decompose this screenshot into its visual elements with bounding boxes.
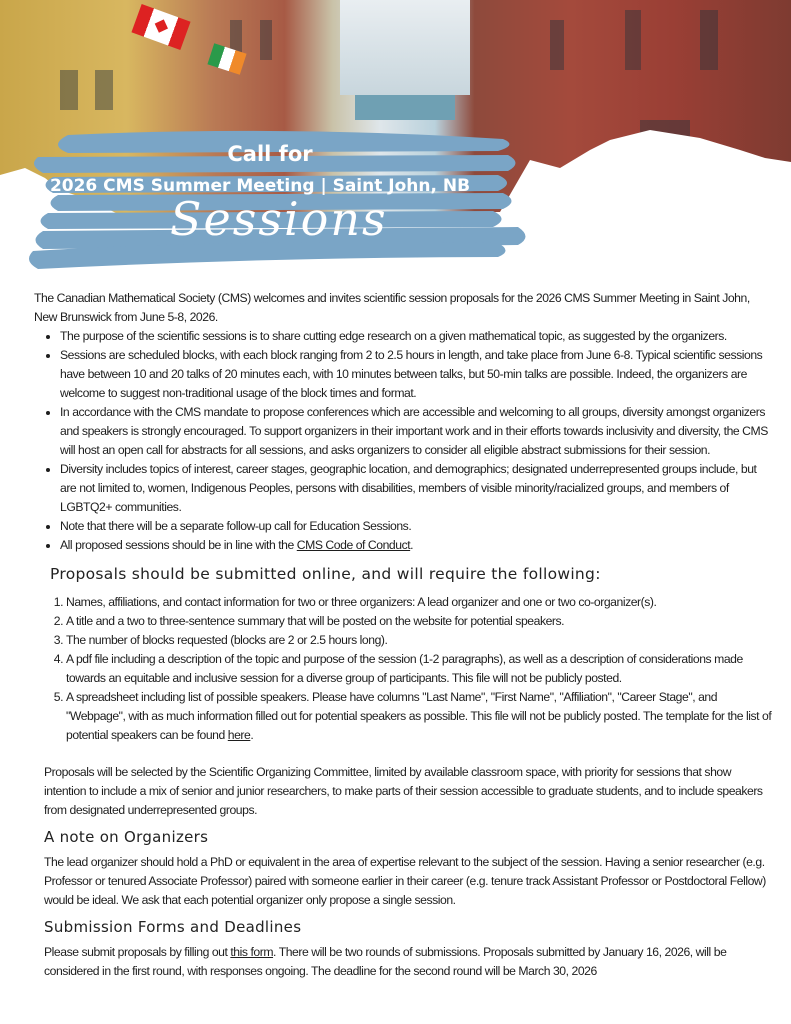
submission-text: Please submit proposals by filling out [44, 945, 231, 959]
proposals-heading: Proposals should be submitted online, and will require the following: [50, 565, 601, 583]
list-item: • In accordance with the CMS mandate to propose conferences which are accessible and welcoming to all groups, diversity amongst organizers and speakers is strongly encouraged. To support organizers in their important work and in their efforts towards inclusivity and diversity, the CMS will host an open call for abstracts for all sessions, and asks organizers to consider all eligible abstract submissions for their session. [60, 403, 774, 460]
submission-heading: Submission Forms and Deadlines [44, 918, 302, 936]
selection-paragraph: Proposals will be selected by the Scientific Organizing Committee, limited by available classroom space, with priority for sessions that show intention to include a mix of senior and junior researchers, to make parts of their session accessible to graduate students, and to include speakers from designated underrepresented groups. [44, 765, 763, 817]
requirements-list [34, 593, 774, 745]
submission-form-link[interactable]: this form [230, 945, 274, 959]
list-item: 4. A pdf file including a description of the topic and purpose of the session (1-2 paragraphs), as well as a description of considerations made towards an equitable and inclusive session for a diverse group of participants. This file will not be publicly posted. [66, 650, 774, 688]
intro-paragraph: The Canadian Mathematical Society (CMS) welcomes and invites scientific session proposals for the 2026 CMS Summer Meeting in Saint John, New Brunswick from June 5-8, 2026. [34, 291, 750, 324]
submission-text: . There will be two rounds of submissions. Proposals submitted by January 16, 2026, will be considered in the first round, with responses ongoing. The deadline for the second round will be March 30, 2026 [44, 945, 727, 978]
list-item-text: A spreadsheet including list of possible speakers. Please have columns "Last Name", "First Name", "Affiliation", "Career Stage", and "Webpage", with as much information filled out for potential speakers as possible. This file will not be publicly posted. The template for the list of potential speakers can be found [66, 690, 772, 742]
document-body [34, 289, 774, 981]
header-banner [0, 0, 791, 280]
list-item-text: . [250, 728, 254, 742]
speaker-template-link[interactable]: here [227, 728, 251, 742]
list-item: 2. A title and a two to three-sentence summary that will be posted on the website for potential speakers. [66, 612, 774, 631]
banner-meeting-name: 2026 CMS Summer Meeting | Saint John, NB [49, 176, 471, 196]
list-item-text: . [410, 538, 414, 552]
banner-sessions-script: Sessions [170, 192, 388, 246]
submission-paragraph [44, 943, 774, 981]
list-item: • The purpose of the scientific sessions is to share cutting edge research on a given mathematical topic, as suggested by the organizers. [60, 327, 774, 346]
banner-title-call-for: Call for [227, 142, 313, 166]
list-item: • Diversity includes topics of interest, career stages, geographic location, and demographics; designated underrepresented groups include, but are not limited to, women, Indigenous Peoples, persons with disabilities, members of visible minority/racialized groups, and members of LGBTQ2+ communities. [60, 460, 774, 517]
list-item: • Sessions are scheduled blocks, with each block ranging from 2 to 2.5 hours in length, and take place from June 6-8. Typical scientific sessions have between 10 and 20 talks of 20 minutes each, with 10 minutes between talks, but 50-min talks are possible. Indeed, the organizers are welcome to suggest non-traditional usage of the block times and format. [60, 346, 774, 403]
info-bullet-list [34, 327, 774, 555]
list-item: 1. Names, affiliations, and contact information for two or three organizers: A lead organizer and one or two co-organizer(s). [66, 593, 774, 612]
list-item [66, 688, 774, 745]
list-item-text: All proposed sessions should be in line with the [60, 538, 297, 552]
organizers-paragraph: The lead organizer should hold a PhD or equivalent in the area of expertise relevant to the subject of the session. Having a senior researcher (e.g. Professor or tenured Associate Professor) paired with someone earlier in their career (e.g. tenure track Assistant Professor or Postdoctoral Fellow) would be ideal. We ask that each potential organizer only propose a single session. [44, 855, 766, 907]
list-item: 3. The number of blocks requested (blocks are 2 or 2.5 hours long). [66, 631, 774, 650]
list-item: • Note that there will be a separate follow-up call for Education Sessions. [60, 517, 774, 536]
list-item [60, 536, 774, 555]
organizers-heading: A note on Organizers [44, 828, 209, 846]
code-of-conduct-link[interactable]: CMS Code of Conduct [296, 538, 411, 552]
